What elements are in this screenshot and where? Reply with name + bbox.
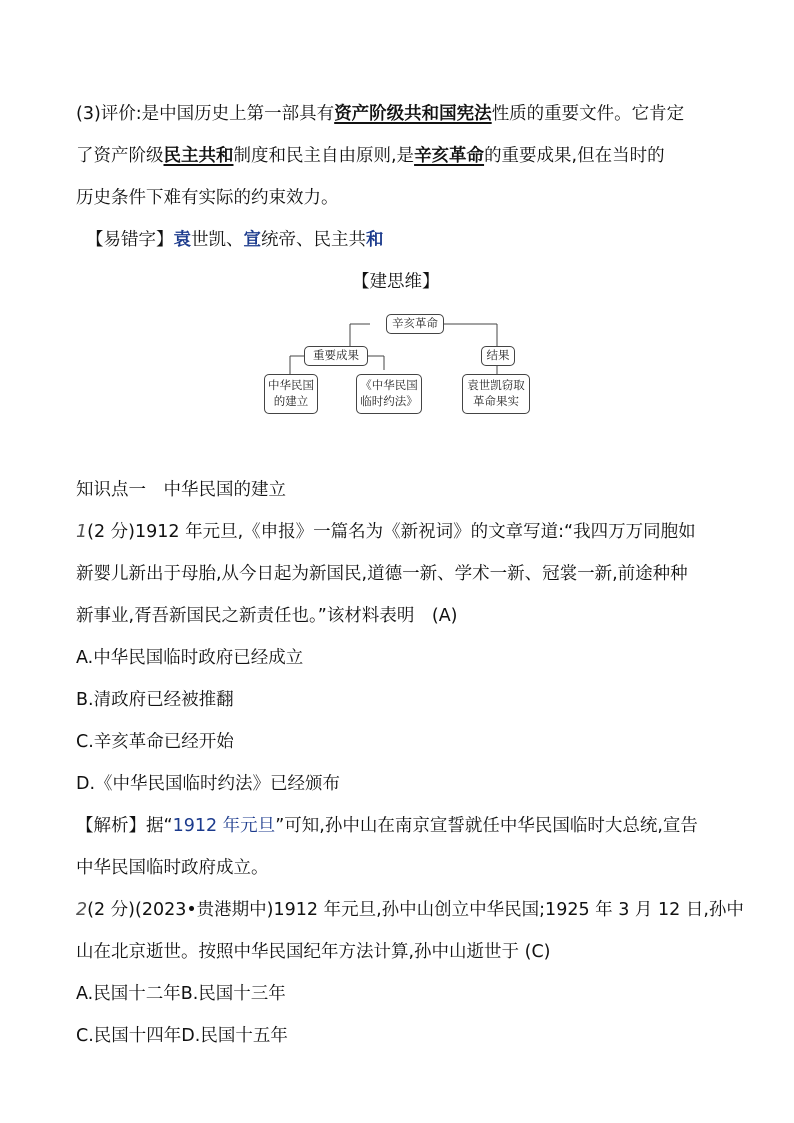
q2-options-ab: A.民国十二年B.民国十三年 — [76, 984, 286, 1004]
highlight-revolution: 辛亥革命 — [414, 146, 485, 166]
q2-options-cd: C.民国十四年D.民国十五年 — [76, 1026, 288, 1046]
q1-line3: 新事业,胥吾新国民之新责任也。”该材料表明 (A) — [76, 606, 458, 626]
mindmap-leaf-founding: 中华民国 的建立 — [264, 374, 318, 414]
q1-analysis-line2: 中华民国临时政府成立。 — [76, 858, 269, 878]
analysis-label: 【解析】 — [76, 816, 146, 836]
mindmap-branch-result: 结果 — [481, 346, 515, 366]
highlight-republic: 民主共和 — [163, 146, 234, 166]
para3-line2: 了资产阶级民主共和制度和民主自由原则,是辛亥革命的重要成果,但在当时的 — [76, 146, 665, 166]
q1-option-d: D.《中华民国临时约法》已经颁布 — [76, 774, 341, 794]
mindmap-diagram — [262, 312, 532, 418]
q2-number: 2 — [76, 900, 88, 920]
highlight-constitution: 资产阶级共和国宪法 — [334, 104, 492, 124]
q2-line1: 2(2 分)(2023•贵港期中)1912 年元旦,孙中山创立中华民国;1925 年 3 月 12 日,孙中 — [76, 900, 744, 920]
mindmap-leaf-yuan: 袁世凯窃取 革命果实 — [462, 374, 530, 414]
q1-option-b: B.清政府已经被推翻 — [76, 690, 234, 710]
mindmap-branch-achievements: 重要成果 — [304, 346, 368, 366]
q2-line2: 山在北京逝世。按照中华民国纪年方法计算,孙中山逝世于 (C) — [76, 942, 551, 962]
mindmap-leaf-constitution: 《中华民国 临时约法》 — [356, 374, 422, 414]
q1-line1: 1(2 分)1912 年元旦,《申报》一篇名为《新祝词》的文章写道:“我四万万同胞如 — [76, 522, 696, 542]
para3-line1: (3)评价:是中国历史上第一部具有资产阶级共和国宪法性质的重要文件。它肯定 — [76, 104, 685, 124]
para3-line3: 历史条件下难有实际的约束效力。 — [76, 188, 339, 208]
q1-number: 1 — [76, 522, 88, 542]
q1-option-c: C.辛亥革命已经开始 — [76, 732, 234, 752]
section-title: 知识点一 中华民国的建立 — [76, 480, 286, 500]
q1-line2: 新婴儿新出于母胎,从今日起为新国民,道德一新、学术一新、冠裳一新,前途种种 — [76, 564, 688, 584]
mindmap-root: 辛亥革命 — [386, 314, 444, 334]
q1-analysis-line1: 【解析】据“1912 年元旦”可知,孙中山在南京宣誓就任中华民国临时大总统,宣告 — [76, 816, 698, 836]
typo-line: 【易错字】袁世凯、宣统帝、民主共和 — [86, 230, 384, 250]
q1-option-a: A.中华民国临时政府已经成立 — [76, 648, 304, 668]
mindmap-heading: 【建思维】 — [352, 272, 440, 292]
typo-label: 【易错字】 — [86, 230, 174, 250]
